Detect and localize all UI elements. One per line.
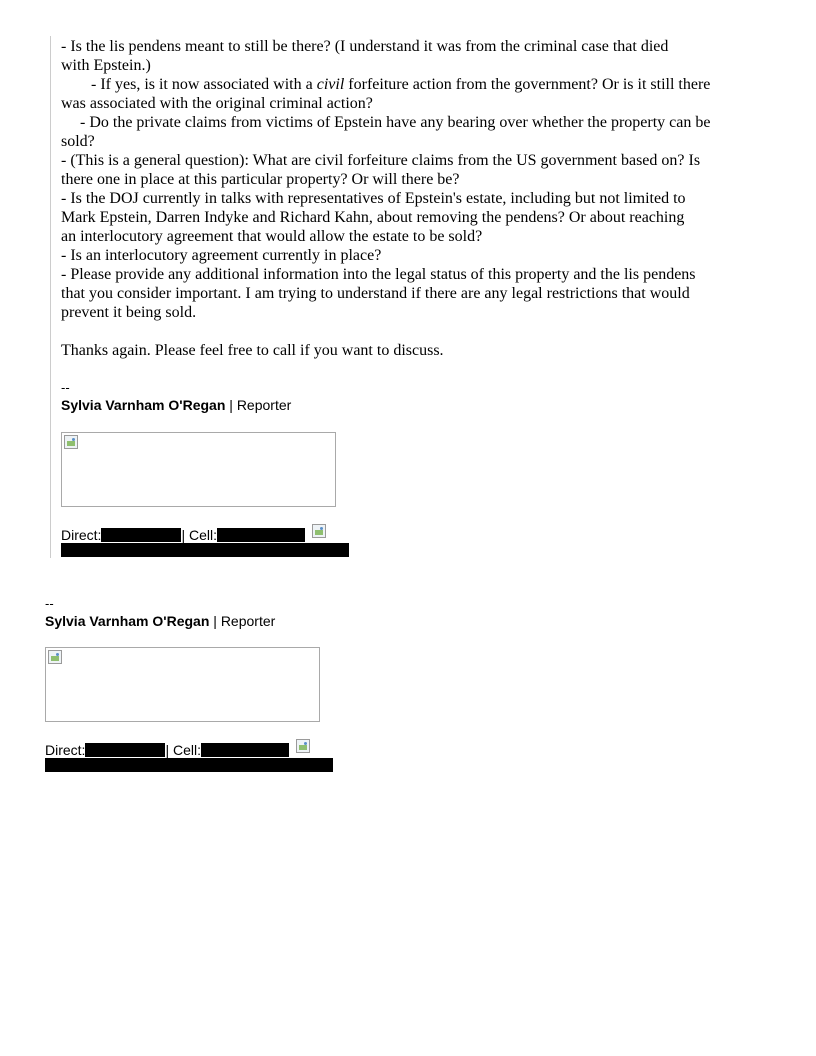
spacer [61,507,772,527]
signature-name-line [45,612,333,630]
spacer [61,322,772,341]
question-doj-talks-cont1: Mark Epstein, Darren Indyke and Richard Kahn, about removing the pendens? Or about reaching [61,209,685,226]
broken-image-icon [296,739,310,753]
quoted-message [50,36,772,558]
social-image [296,739,312,755]
spacer [45,722,333,742]
question-additional-info-cont1: that you consider important. I am trying to understand if there are any legal restrictions that would [61,285,690,302]
question-civil-forfeiture: - If yes, is it now associated with a civil forfeiture action from the government? Or is it still there [91,76,711,93]
question-lis-pendens-cont: with Epstein.) [61,57,151,74]
redacted-cell-number [201,743,289,757]
question-interlocutory: - Is an interlocutory agreement currently in place? [61,247,382,264]
signature-name: Sylvia Varnham O'Regan [45,613,210,629]
question-doj-talks: - Is the DOJ currently in talks with representatives of Epstein's estate, including but not limited to [61,190,686,207]
question-general-cont: there one in place at this particular property? Or will there be? [61,171,460,188]
redacted-email-bar [45,758,333,772]
closing-line: Thanks again. Please feel free to call if you want to discuss. [61,342,444,359]
social-image [312,524,328,540]
outer-signature [45,596,333,772]
contact-line [45,742,333,758]
signature-logo-image [61,432,336,507]
direct-label: Direct: [45,742,86,758]
cell-label: | Cell: [165,742,201,758]
redacted-direct-number [101,528,181,542]
question-doj-talks-cont2: an interlocutory agreement that would allow the estate to be sold? [61,228,483,245]
redacted-cell-number [217,528,305,542]
spacer [61,360,772,380]
question-additional-info: - Please provide any additional information into the legal status of this property and the lis pendens [61,266,696,283]
contact-line [61,527,772,543]
redacted-direct-number [85,743,165,757]
broken-image-icon [64,435,78,449]
signature-title: | Reporter [209,613,276,629]
question-additional-info-cont2: prevent it being sold. [61,304,197,321]
signature-name-line [61,396,772,414]
broken-image-icon [312,524,326,538]
signature-dash: -- [61,380,70,395]
question-lis-pendens: - Is the lis pendens meant to still be there? (I understand it was from the criminal case that died [61,38,669,55]
direct-label: Direct: [61,527,102,543]
signature-name: Sylvia Varnham O'Regan [61,397,226,413]
redacted-email-bar [61,543,349,557]
spacer [45,630,333,647]
question-general: - (This is a general question): What are civil forfeiture claims from the US government based on? Is [61,152,701,169]
spacer [61,414,772,432]
signature-dash: -- [45,596,54,611]
signature-logo-image [45,647,320,722]
question-private-claims: - Do the private claims from victims of Epstein have any bearing over whether the property can be [80,114,711,131]
cell-label: | Cell: [181,527,217,543]
question-civil-forfeiture-cont: was associated with the original criminal action? [61,95,373,112]
broken-image-icon [48,650,62,664]
questions-block [61,36,772,360]
quoted-signature [61,380,772,557]
signature-title: | Reporter [225,397,292,413]
question-private-claims-cont: sold? [61,133,95,150]
